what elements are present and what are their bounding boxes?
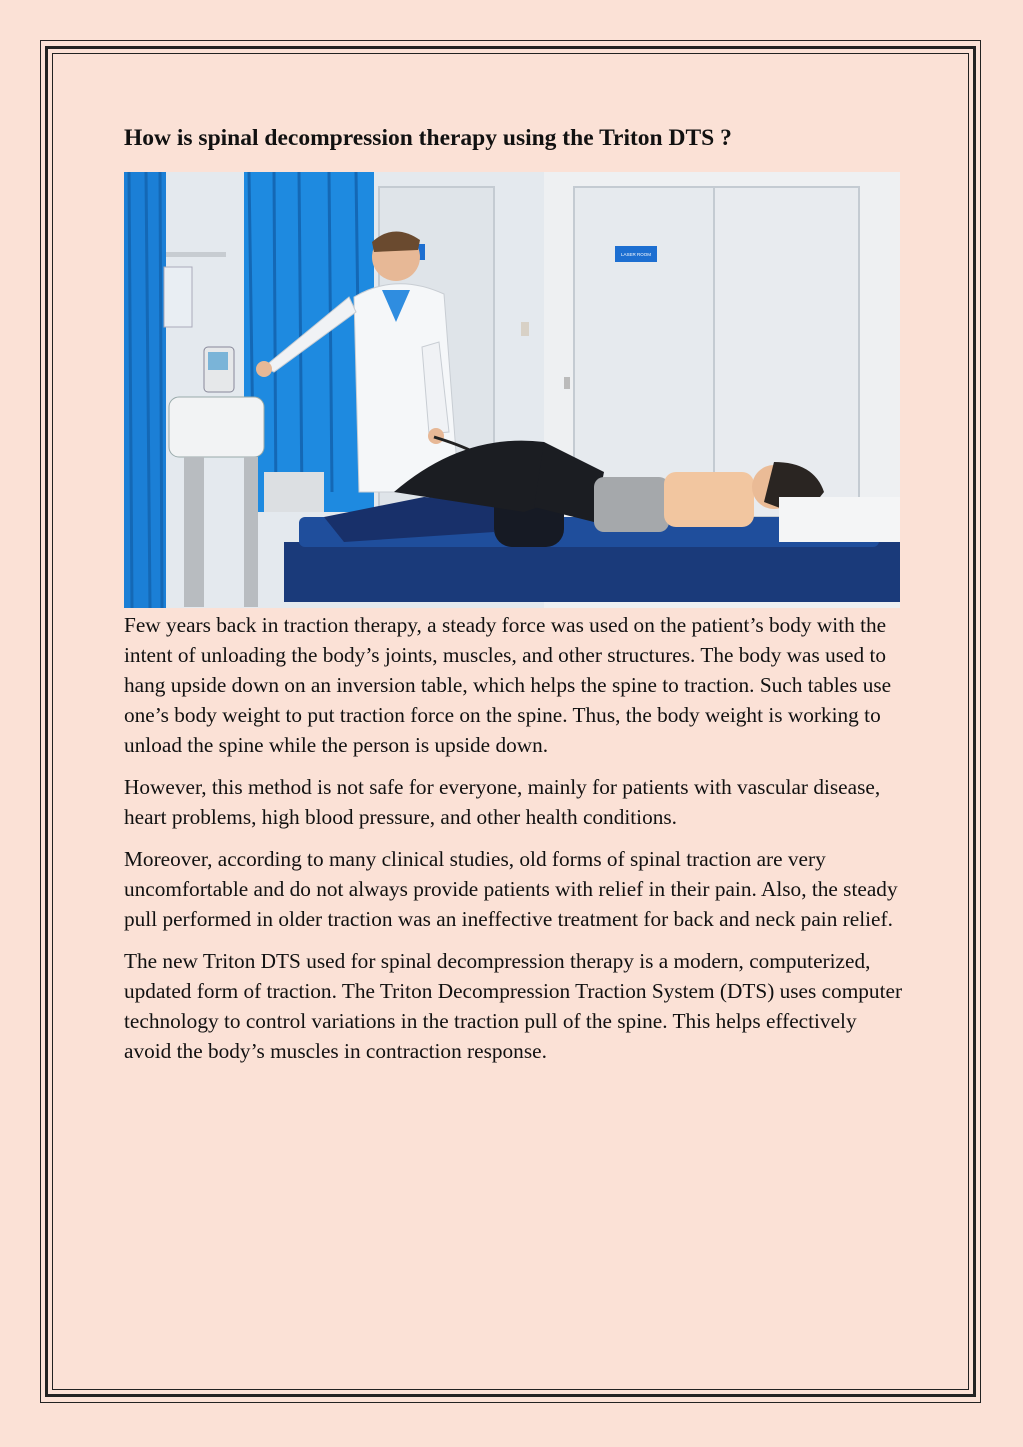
document-title: How is spinal decompression therapy using the Triton DTS ? xyxy=(124,125,732,151)
paragraph-3: Moreover, according to many clinical studies, old forms of spinal traction are very uncomfortable and do not always provide patients with relief in their pain. Also, the steady pull performed in older traction was an ineffective treatment for back and neck pain relief. xyxy=(124,847,898,931)
paragraph-2: However, this method is not safe for everyone, mainly for patients with vascular disease, heart problems, high blood pressure, and other health conditions. xyxy=(124,775,881,829)
paragraph-4: The new Triton DTS used for spinal decompression therapy is a modern, computerized, updated form of traction. The Triton Decompression Traction System (DTS) uses computer technology to control variations in the traction pull of the spine. This helps effectively avoid the body’s muscles in contraction response. xyxy=(124,949,903,1063)
therapy-photo xyxy=(124,172,900,608)
document-body xyxy=(124,118,904,1078)
laser-room-sign: LASER ROOM xyxy=(620,252,652,257)
paragraph-1: Few years back in traction therapy, a steady force was used on the patient’s body with the intent of unloading the body’s joints, muscles, and other structures. The body was used to hang upside down on an inversion table, which helps the spine to traction. Such tables use one’s body weight to put traction force on the spine. Thus, the body weight is working to unload the spine while the person is upside down. xyxy=(124,613,892,757)
